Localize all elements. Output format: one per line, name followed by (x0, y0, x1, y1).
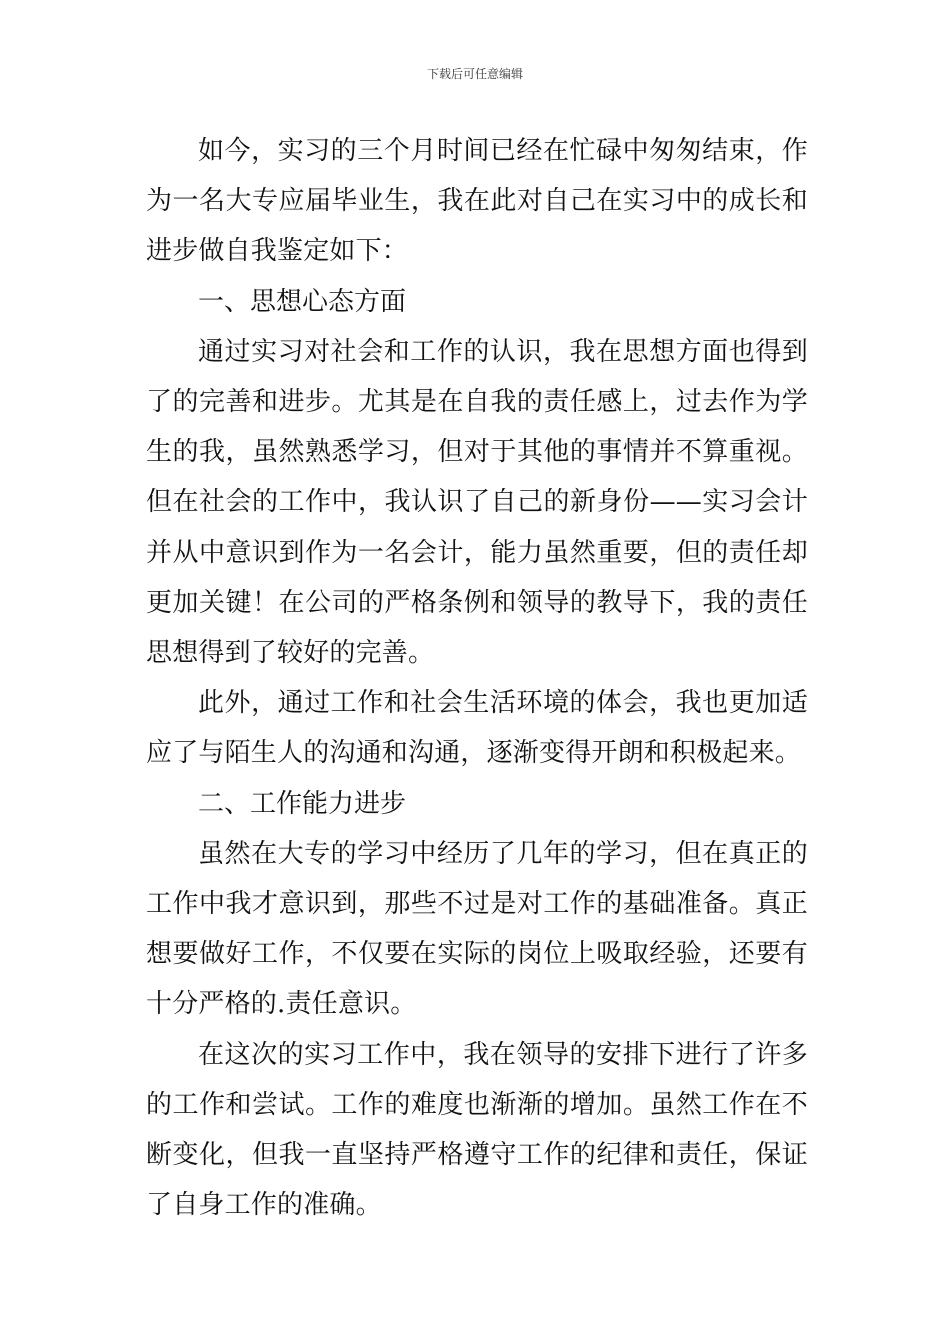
section-heading-mindset: 一、思想心态方面 (198, 286, 407, 317)
paragraph-intro: 如今，实习的三个月时间已经在忙碌中匆匆结束，作为一名大专应届毕业生，我在此对自己在实习中的成长和进步做自我鉴定如下： (146, 136, 808, 267)
paragraph-adaptation: 此外，通过工作和社会生活环境的体会，我也更加适应了与陌生人的沟通和沟通，逐渐变得开朗和积极起来。 (146, 688, 808, 769)
document-body (146, 126, 808, 1230)
paragraph-mindset: 通过实习对社会和工作的认识，我在思想方面也得到了的完善和进步。尤其是在自我的责任感上，过去作为学生的我，虽然熟悉学习，但对于其他的事情并不算重视。但在社会的工作中，我认识了自己的新身份——实习会计并从中意识到作为一名会计，能力虽然重要，但的责任却更加关键！在公司的严格条例和领导的教导下，我的责任思想得到了较好的完善。 (146, 336, 808, 669)
paragraph-ability: 虽然在大专的学习中经历了几年的学习，但在真正的工作中我才意识到，那些不过是对工作的基础准备。真正想要做好工作，不仅要在实际的岗位上吸取经验，还要有十分严格的.责任意识。 (146, 838, 808, 1020)
page-header-note: 下载后可任意编辑 (426, 67, 523, 81)
section-heading-ability: 二、工作能力进步 (198, 788, 407, 819)
paragraph-work-experience: 在这次的实习工作中，我在领导的安排下进行了许多的工作和尝试。工作的难度也渐渐的增加。虽然工作在不断变化，但我一直坚持严格遵守工作的纪律和责任，保证了自身工作的准确。 (146, 1039, 808, 1221)
